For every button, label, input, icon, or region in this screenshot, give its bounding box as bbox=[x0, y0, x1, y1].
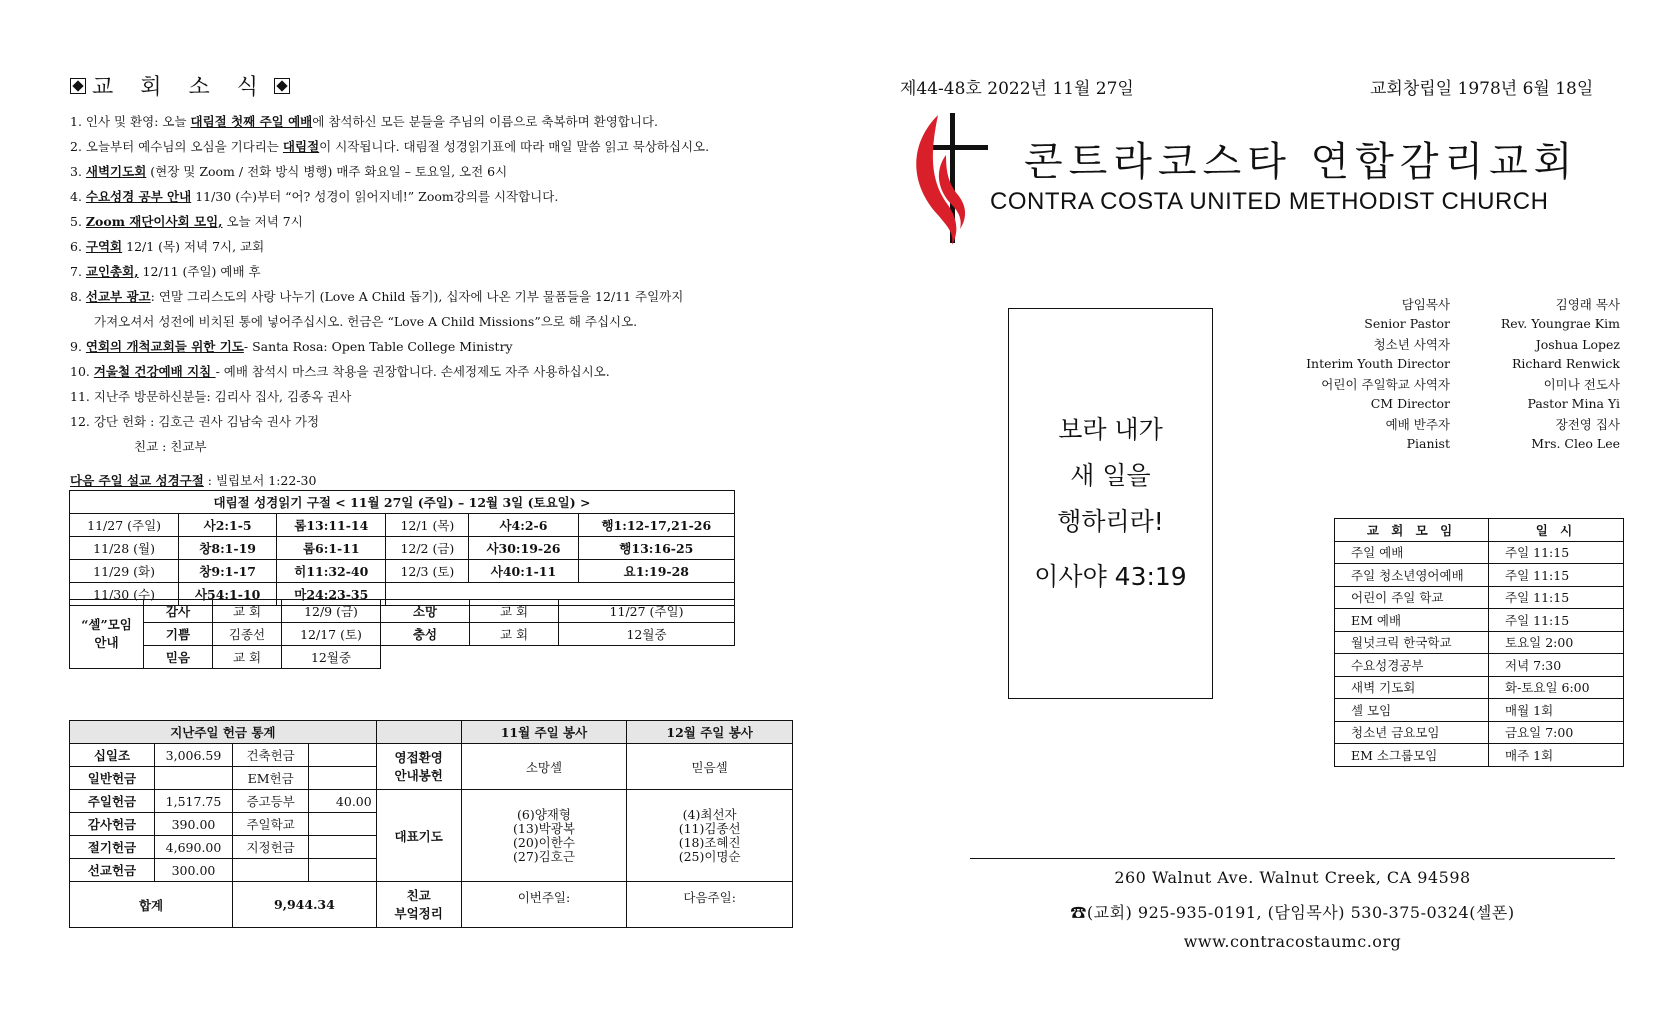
staff-row: 청소년 사역자 Interim Youth Director Joshua Lopez Richard Renwick bbox=[1306, 337, 1620, 371]
meeting-time: 토요일 2:00 bbox=[1489, 631, 1624, 654]
meeting-row bbox=[1335, 609, 1624, 632]
reading-cell: 행13:16-25 bbox=[578, 537, 734, 560]
offering-label: 십일조 bbox=[70, 744, 155, 767]
reading-cell: 사54:1-10 bbox=[179, 583, 277, 606]
reading-cell: 행1:12-17,21-26 bbox=[578, 514, 734, 537]
meeting-name: 월넛크릭 한국학교 bbox=[1335, 631, 1489, 654]
cell-date: 12/9 (금) bbox=[282, 600, 381, 623]
cross-flame-logo bbox=[908, 105, 998, 245]
reading-cell: 11/29 (화) bbox=[70, 560, 179, 583]
meetings-header: 교 회 모 임 bbox=[1335, 519, 1489, 542]
reading-cell: 사4:2-6 bbox=[469, 514, 578, 537]
reading-cell: 11/27 (주일) bbox=[70, 514, 179, 537]
greet-label: 영접환영 안내봉헌 bbox=[376, 744, 461, 790]
meeting-row bbox=[1335, 631, 1624, 654]
diamond-icon bbox=[274, 78, 290, 94]
offering-amount: 3,006.59 bbox=[154, 744, 232, 767]
reading-cell: 롬6:1-11 bbox=[277, 537, 386, 560]
offering-amount: 390.00 bbox=[154, 813, 232, 836]
cell-place: 교 회 bbox=[213, 646, 282, 669]
meeting-row bbox=[1335, 586, 1624, 609]
meeting-name: EM 소그룹모임 bbox=[1335, 744, 1489, 767]
staff-row: 담임목사 Senior Pastor 김영래 목사 Rev. Youngrae Kim bbox=[1364, 297, 1620, 331]
meeting-name: 주일 예배 bbox=[1335, 541, 1489, 564]
meeting-name: 어린이 주일 학교 bbox=[1335, 586, 1489, 609]
verse-line: 보라 내가 bbox=[1058, 415, 1163, 444]
offering-total-label: 합계 bbox=[70, 882, 233, 928]
cell-date: 12월중 bbox=[282, 646, 381, 669]
offering-label: 증고등부 bbox=[233, 790, 309, 813]
offering-amount: 4,690.00 bbox=[154, 836, 232, 859]
offering-label: EM헌금 bbox=[233, 767, 309, 790]
news-title: 교 회 소 식 bbox=[92, 75, 268, 100]
offering-label: 선교헌금 bbox=[70, 859, 155, 882]
news-item: 3. 새벽기도회 (현장 및 Zoom / 전화 방식 병행) 매주 화요일 – 토요일, 오전 6시 bbox=[70, 164, 508, 179]
news-item: 9. 연회의 개척교회들 위한 기도- Santa Rosa: Open Table College Ministry bbox=[70, 339, 513, 354]
news-item: 친교 : 친교부 bbox=[134, 439, 207, 454]
meeting-name: 새벽 기도회 bbox=[1335, 676, 1489, 699]
offering-label: 지정헌금 bbox=[233, 836, 309, 859]
address: 260 Walnut Ave. Walnut Creek, CA 94598 bbox=[1114, 868, 1471, 887]
phone-icon: ☎ bbox=[1070, 903, 1087, 922]
news-header bbox=[70, 70, 810, 101]
offering-amount: 40.00 bbox=[309, 790, 377, 813]
reading-cell: 12/1 (목) bbox=[386, 514, 469, 537]
meeting-name: EM 예배 bbox=[1335, 609, 1489, 632]
news-item: 5. Zoom 재단이사회 모임, 오늘 저녁 7시 bbox=[70, 214, 303, 229]
meeting-time: 주일 11:15 bbox=[1489, 541, 1624, 564]
meeting-time: 주일 11:15 bbox=[1489, 609, 1624, 632]
greet-dec: 믿음셀 bbox=[627, 744, 793, 790]
reading-cell: 창9:1-17 bbox=[179, 560, 277, 583]
offering-amount bbox=[309, 859, 377, 882]
reading-row bbox=[70, 514, 735, 537]
founded-info: 교회창립일 1978년 6월 18일 bbox=[1370, 79, 1594, 99]
next-sermon-text: : 빌립보서 1:22-30 bbox=[203, 473, 317, 488]
cell-date: 12/17 (토) bbox=[282, 623, 381, 646]
reading-cell: 창8:1-19 bbox=[179, 537, 277, 560]
offering-label: 절기헌금 bbox=[70, 836, 155, 859]
cell-table bbox=[69, 599, 735, 669]
reading-cell: 11/28 (월) bbox=[70, 537, 179, 560]
prayer-label: 대표기도 bbox=[376, 790, 461, 882]
reading-cell: 12/2 (금) bbox=[386, 537, 469, 560]
news-item: 가져오셔서 성전에 비치된 통에 넣어주십시오. 헌금은 “Love A Child Missions”으로 해 주십시오. bbox=[94, 314, 638, 329]
reading-cell: 12/3 (토) bbox=[386, 560, 469, 583]
offering-label: 건축헌금 bbox=[233, 744, 309, 767]
reading-cell: 11/30 (수) bbox=[70, 583, 179, 606]
offering-service-table bbox=[69, 720, 793, 928]
news-item: 12. 강단 헌화 : 김호근 권사 김남숙 권사 가정 bbox=[70, 414, 320, 429]
cell-name: 감사 bbox=[144, 600, 213, 623]
website[interactable]: www.contracostaumc.org bbox=[1183, 932, 1402, 951]
offering-amount: 300.00 bbox=[154, 859, 232, 882]
news-item: 4. 수요성경 공부 안내 11/30 (수)부터 “어? 성경이 읽어지네!” Zoom강의를 시작합니다. bbox=[70, 189, 559, 204]
news-list bbox=[70, 109, 810, 459]
meeting-time: 금요일 7:00 bbox=[1489, 721, 1624, 744]
meeting-row bbox=[1335, 541, 1624, 564]
issue-info: 제44-48호 2022년 11월 27일 bbox=[900, 79, 1134, 99]
offering-label bbox=[233, 859, 309, 882]
prayer-dec: (4)최선자 (11)김종선 (18)조혜진 (25)이명순 bbox=[627, 790, 793, 882]
news-item: 8. 선교부 광고: 연말 그리스도의 사랑 나누기 (Love A Child 돕기), 십자에 나온 기부 물품들을 12/11 주일까지 bbox=[70, 289, 684, 304]
diamond-icon bbox=[70, 78, 86, 94]
meeting-row bbox=[1335, 721, 1624, 744]
cell-date: 12월중 bbox=[559, 623, 735, 646]
staff-row: 예배 반주자 Pianist 장전영 집사 Mrs. Cleo Lee bbox=[1385, 417, 1620, 451]
meeting-row bbox=[1335, 676, 1624, 699]
service-nov-header: 11월 주일 봉사 bbox=[461, 721, 627, 744]
offering-label: 주일헌금 bbox=[70, 790, 155, 813]
cell-place: 교 회 bbox=[470, 623, 559, 646]
reading-table bbox=[69, 490, 735, 606]
news-item: 7. 교인총회, 12/11 (주일) 예배 후 bbox=[70, 264, 261, 279]
offering-label: 일반헌금 bbox=[70, 767, 155, 790]
news-item: 10. 겨울철 건강예배 지침 - 예배 참석시 마스크 착용을 권장합니다. 손세정제도 자주 사용하십시오. bbox=[70, 364, 610, 379]
meeting-name: 수요성경공부 bbox=[1335, 654, 1489, 677]
reading-row bbox=[70, 560, 735, 583]
meeting-time: 주일 11:15 bbox=[1489, 586, 1624, 609]
fellow-label: 친교 부엌정리 bbox=[376, 882, 461, 928]
reading-cell: 요1:19-28 bbox=[578, 560, 734, 583]
service-dec-header: 12월 주일 봉사 bbox=[627, 721, 793, 744]
meeting-name: 주일 청소년영어예배 bbox=[1335, 564, 1489, 587]
greet-nov: 소망셀 bbox=[461, 744, 627, 790]
meeting-name: 청소년 금요모임 bbox=[1335, 721, 1489, 744]
offering-label: 감사헌금 bbox=[70, 813, 155, 836]
cell-name: 충성 bbox=[381, 623, 470, 646]
cell-date: 11/27 (주일) bbox=[559, 600, 735, 623]
meeting-time: 매주 1회 bbox=[1489, 744, 1624, 767]
reading-cell: 사40:1-11 bbox=[469, 560, 578, 583]
meeting-row bbox=[1335, 654, 1624, 677]
verse-box bbox=[1008, 308, 1213, 699]
verse-line: 행하리라! bbox=[1057, 507, 1164, 536]
church-name-kr: 콘트라코스타 연합감리교회 bbox=[1024, 139, 1579, 185]
reading-cell: 마24:23-35 bbox=[277, 583, 386, 606]
next-sermon-label: 다음 주일 설교 성경구절 bbox=[70, 473, 204, 488]
news-item: 1. 인사 및 환영: 오늘 대림절 첫째 주일 예배에 참석하신 모든 분들을 주님의 이름으로 축복하며 환영합니다. bbox=[70, 114, 659, 129]
meeting-name: 셀 모임 bbox=[1335, 699, 1489, 722]
cell-place: 김종선 bbox=[213, 623, 282, 646]
meeting-time: 주일 11:15 bbox=[1489, 564, 1624, 587]
offering-amount bbox=[154, 767, 232, 790]
meetings-table bbox=[1334, 518, 1624, 767]
meeting-time: 저녁 7:30 bbox=[1489, 654, 1624, 677]
fellow-dec: 다음주일: bbox=[627, 882, 793, 928]
offering-amount bbox=[309, 813, 377, 836]
reading-cell: 히11:32-40 bbox=[277, 560, 386, 583]
staff-list bbox=[1280, 296, 1620, 453]
meeting-time: 화-토요일 6:00 bbox=[1489, 676, 1624, 699]
cell-label: “셀”모임 안내 bbox=[70, 600, 144, 669]
meeting-row bbox=[1335, 744, 1624, 767]
staff-row: 어린이 주일학교 사역자 CM Director 이미나 전도사 Pastor Mina Yi bbox=[1321, 377, 1620, 411]
offering-amount: 1,517.75 bbox=[154, 790, 232, 813]
news-item: 11. 지난주 방문하신분들: 김리사 집사, 김종옥 권사 bbox=[70, 389, 352, 404]
offering-label: 주일학교 bbox=[233, 813, 309, 836]
news-item: 6. 구역회 12/1 (목) 저녁 7시, 교회 bbox=[70, 239, 265, 254]
cell-name: 믿음 bbox=[144, 646, 213, 669]
meeting-time: 매월 1회 bbox=[1489, 699, 1624, 722]
left-page bbox=[70, 70, 810, 489]
meeting-row bbox=[1335, 699, 1624, 722]
verse-ref: 이사야 43:19 bbox=[1034, 562, 1187, 591]
offering-amount bbox=[309, 744, 377, 767]
next-sermon bbox=[70, 471, 810, 489]
meetings-header: 일 시 bbox=[1489, 519, 1624, 542]
fellow-nov: 이번주일: bbox=[461, 882, 627, 928]
cell-name: 소망 bbox=[381, 600, 470, 623]
cell-name: 기쁨 bbox=[144, 623, 213, 646]
news-item: 2. 오늘부터 예수님의 오심을 기다리는 대림절이 시작됩니다. 대림절 성경읽기표에 따라 매일 말씀 읽고 묵상하십시오. bbox=[70, 139, 710, 154]
offering-title: 지난주일 헌금 통계 bbox=[70, 721, 377, 744]
reading-row bbox=[70, 537, 735, 560]
church-name-en: CONTRA COSTA UNITED METHODIST CHURCH bbox=[990, 188, 1549, 215]
reading-cell: 사2:1-5 bbox=[179, 514, 277, 537]
offering-amount bbox=[309, 836, 377, 859]
offering-amount bbox=[309, 767, 377, 790]
offering-total: 9,944.34 bbox=[233, 882, 377, 928]
verse-line: 새 일을 bbox=[1070, 461, 1151, 490]
cell-place: 교 회 bbox=[213, 600, 282, 623]
meeting-row bbox=[1335, 564, 1624, 587]
cell-place: 교 회 bbox=[470, 600, 559, 623]
reading-cell: 롬13:11-14 bbox=[277, 514, 386, 537]
prayer-nov: (6)양재형 (13)박광복 (20)이한수 (27)김호근 bbox=[461, 790, 627, 882]
footer-divider bbox=[970, 858, 1615, 859]
reading-title: 대림절 성경읽기 구절 < 11월 27일 (주일) – 12월 3일 (토요일) > bbox=[70, 491, 735, 514]
reading-cell: 사30:19-26 bbox=[469, 537, 578, 560]
phone: ☎(교회) 925-935-0191, (담임목사) 530-375-0324(셀폰) bbox=[1070, 903, 1515, 922]
